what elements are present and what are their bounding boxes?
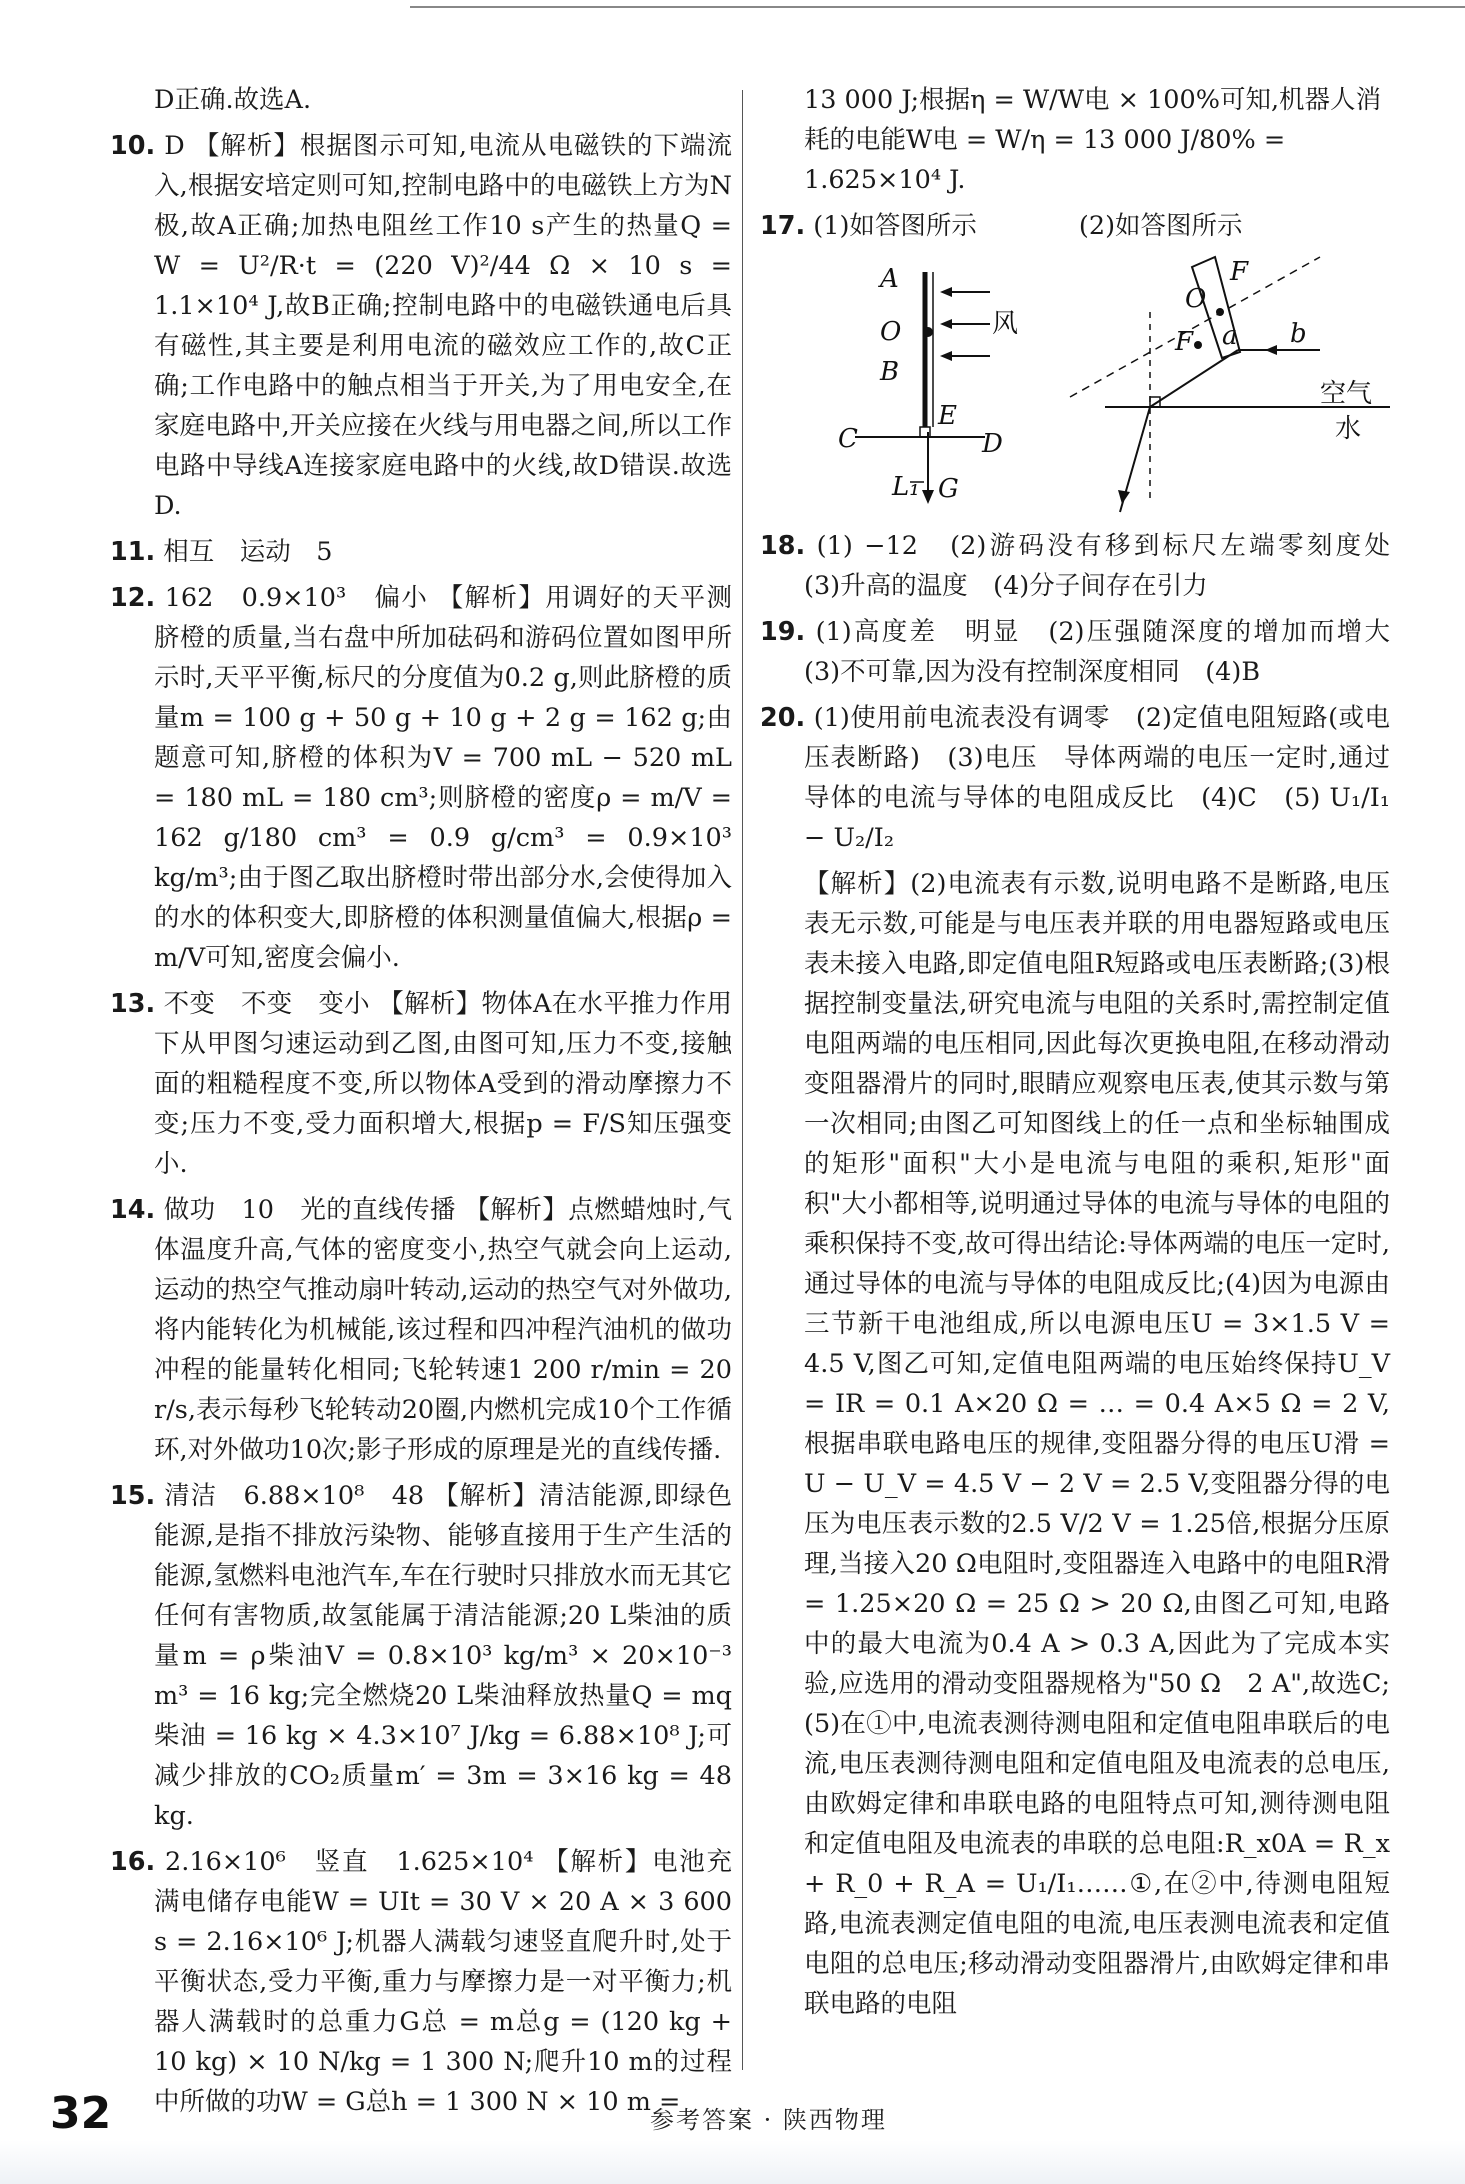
label-a2: a (1222, 321, 1238, 351)
question-number: 20. (760, 703, 806, 733)
figure-1-lever (838, 264, 1018, 504)
answer-text: 相互 运动 5 (163, 537, 333, 567)
question-number: 14. (110, 1195, 156, 1225)
column-divider (742, 90, 743, 2070)
question-20 (760, 698, 1390, 858)
label-wind: 风 (992, 309, 1019, 339)
question-number: 10. (110, 131, 156, 161)
label-c: C (838, 424, 858, 454)
page-number: 32 (50, 2088, 112, 2139)
question-15 (110, 1476, 732, 1836)
label-a: A (880, 264, 899, 294)
answer-figures (760, 252, 1390, 522)
carryover-paragraph: 13 000 J;根据η = W/W电 × 100%可知,机器人消耗的电能W电 = W/η = 13 000 J/80% = 1.625×10⁴ J. (804, 85, 1382, 195)
question-19 (760, 612, 1416, 692)
question-14 (110, 1190, 732, 1470)
question-11 (110, 532, 732, 572)
label-b2: b (1290, 319, 1307, 349)
question-17 (760, 206, 1390, 246)
answer-text: 做功 10 光的直线传播 【解析】点燃蜡烛时,气体温度升高,气体的密度变小,热空气就会向上运动,运动的热空气推动扇叶转动,运动的热空气对外做功,将内能转化为机械能,该过程和四冲程汽油机的做功冲程的能量转化相同;飞轮转速1 200 r/min = 20 r/s,表示每秒飞轮转动20圈,内燃机完成10个工作循环,对外做功10次;影子形成的原理是光的直线传播. (154, 1195, 732, 1465)
figures-svg (760, 252, 1390, 522)
wind-arrow-2-head (940, 319, 952, 329)
answer-text: 2.16×10⁶ 竖直 1.625×10⁴ 【解析】电池充满电储存电能W = UIt = 30 V × 20 A × 3 600 s = 2.16×10⁶ J;机器人满载匀速竖直爬升时,处于平衡状态,受力平衡,重力与摩擦力是一对平衡力;机器人满载时的总重力G总 = m总g = (120 kg + 10 kg) × 10 N/kg = 1 300 N;爬升10 m的过程中所做的功W = G总h = 1 300 N × 10 m = (154, 1847, 732, 2117)
label-f-top: F (1230, 257, 1249, 287)
water-ray-head (1118, 490, 1130, 504)
question-13 (110, 984, 732, 1184)
lens-center (1216, 308, 1224, 316)
label-f-left: F (1175, 327, 1194, 357)
question-number: 12. (110, 583, 156, 613)
gravity-arrow-head (922, 490, 934, 504)
question-number: 13. (110, 989, 156, 1019)
question-12 (110, 578, 732, 978)
answer-text: (1) −12 (2)游码没有移到标尺左端零刻度处 (3)升高的温度 (4)分子间存在引力 (804, 531, 1416, 601)
question-20-analysis: 【解析】(2)电流表有示数,说明电路不是断路,电压表无示数,可能是与电压表并联的用电器短路或电压表未接入电路,即定值电阻R短路或电压表断路;(3)根据控制变量法,研究电流与电阻的关系时,需控制定值电阻两端的电压相同,因此每次更换电阻,在移动滑动变阻器滑片的同时,眼睛应观察电压表,使其示数与第一次相同;由图乙可知图线上的任一点和坐标轴围成的矩形"面积"大小是电流与电阻的乘积,矩形"面积"大小都相等,说明通过导体的电流与导体的电阻的乘积保持不变,故可得出结论:导体两端的电压一定时,通过导体的电流与导体的电阻成反比;(4)因为电源由三节新干电池组成,所以电源电压U = 3×1.5 V = 4.5 V,图乙可知,定值电阻两端的电压始终保持U_V = IR = 0.1 A×20 Ω = … = 0.4 A×5 Ω = 2 V,根据串联电路电压的规律,变阻器分得的电压U滑 = U − U_V = 4.5 V − 2 V = 2.5 V,变阻器分得的电压为电压表示数的2.5 V/2 V = 1.25倍,根据分压原理,当接入20 Ω电阻时,变阻器连入电路中的电阻R滑 = 1.25×20 Ω = 25 Ω > 20 Ω,由图乙可知,电路中的最大电流为0.4 A > 0.3 A,因此为了完成本实验,应选用的滑动变阻器规格为"50 Ω 2 A",故选C;(5)在①中,电流表测待测电阻和定值电阻串联后的电流,电压表测待测电阻和定值电阻及电流表的总电压,由欧姆定律和串联电路的电阻特点可知,测待测电阻和定值电阻及电流表的串联的总电阻:R_x0A = R_x + R_0 + R_A = U₁/I₁……①,在②中,待测电阻短路,电流表测定值电阻的电流,电压表测电流表和定值电阻的总电压;移动滑动变阻器滑片,由欧姆定律和串联电路的电阻 (804, 869, 1390, 2019)
left-column (110, 80, 732, 2128)
question-number: 16. (110, 1847, 156, 1877)
pivot-o (923, 327, 933, 337)
incident-ray-head (1265, 345, 1277, 355)
label-l1: L₁ (892, 472, 920, 502)
question-10 (110, 126, 732, 526)
question-number: 11. (110, 537, 156, 567)
right-column (760, 80, 1416, 2024)
top-rule (410, 6, 1465, 8)
figure-2-optics (1070, 257, 1390, 512)
question-number: 17. (760, 211, 806, 241)
wind-arrow-3-head (940, 351, 952, 361)
question-number: 18. (760, 531, 806, 561)
answer-text: D 【解析】根据图示可知,电流从电磁铁的下端流入,根据安培定则可知,控制电路中的电磁铁上方为N极,故A正确;加热电阻丝工作10 s产生的热量Q = W = U²/R·t = (220 V)²/44 Ω × 10 s = 1.1×10⁴ J,故B正确;控制电路中的电磁铁通电后具有磁性,其主要是利用电流的磁效应工作的,故C正确;工作电路中的触点相当于开关,为了用电安全,在家庭电路中,开关应接在火线与用电器之间,所以工作电路中导线A连接家庭电路中的火线,故D错误.故选D. (154, 131, 732, 521)
question-number: 15. (110, 1481, 156, 1511)
page-footer: 参考答案 · 陕西物理 (650, 2106, 887, 2134)
label-water: 水 (1335, 414, 1362, 444)
label-d: D (982, 429, 1003, 459)
question-number: 19. (760, 617, 806, 647)
answer-text: (1)如答图所示 (2)如答图所示 (813, 211, 1243, 241)
label-air: 空气 (1320, 379, 1373, 409)
answer-text: 清洁 6.88×10⁸ 48 【解析】清洁能源,即绿色能源,是指不排放污染物、能够直接用于生产生活的能源,氢燃料电池汽车,车在行驶时只排放水而无其它任何有害物质,故氢能属于清洁能源;20 L柴油的质量m = ρ柴油V = 0.8×10³ kg/m³ × 20×10⁻³ m³ = 16 kg;完全燃烧20 L柴油释放热量Q = mq柴油 = 16 kg × 4.3×10⁷ J/kg = 6.88×10⁸ J;可减少排放的CO₂质量m′ = 3m = 3×16 kg = 48 kg. (154, 1481, 732, 1831)
focus-point (1194, 341, 1202, 349)
answer-text: (1)高度差 明显 (2)压强随深度的增加而增大 (3)不可靠,因为没有控制深度相同 (4)B (804, 617, 1416, 687)
label-o: O (880, 317, 902, 347)
question-18 (760, 526, 1416, 606)
label-b: B (880, 357, 900, 387)
answer-text: 不变 不变 变小 【解析】物体A在水平推力作用下从甲图匀速运动到乙图,由图可知,压力不变,接触面的粗糙程度不变,所以物体A受到的滑动摩擦力不变;压力不变,受力面积增大,根据p = F/S知压强变小. (154, 989, 732, 1179)
label-o2: O (1185, 284, 1207, 314)
answer-text: (1)使用前电流表没有调零 (2)定值电阻短路(或电压表断路) (3)电压 导体两端的电压一定时,通过导体的电流与导体的电阻成反比 (4)C (5) U₁/I₁ − U₂/I₂ (804, 703, 1390, 853)
carryover-paragraph: D正确.故选A. (154, 85, 312, 115)
refracted-ray (1150, 350, 1238, 407)
label-e: E (938, 401, 957, 431)
bottom-edge (0, 2140, 1465, 2184)
question-16 (110, 1842, 732, 2122)
label-g: G (938, 474, 959, 504)
wind-arrow-1-head (940, 287, 952, 297)
answer-text: 162 0.9×10³ 偏小 【解析】用调好的天平测脐橙的质量,当右盘中所加砝码和游码位置如图甲所示时,天平平衡,标尺的分度值为0.2 g,则此脐橙的质量m = 100 g + 50 g + 10 g + 2 g = 162 g;由题意可知,脐橙的体积为V = 700 mL − 520 mL = 180 mL = 180 cm³;则脐橙的密度ρ = m/V = 162 g/180 cm³ = 0.9 g/cm³ = 0.9×10³ kg/m³;由于图乙取出脐橙时带出部分水,会使得加入的水的体积变大,即脐橙的体积测量值偏大,根据ρ = m/V可知,密度会偏小. (154, 583, 733, 973)
